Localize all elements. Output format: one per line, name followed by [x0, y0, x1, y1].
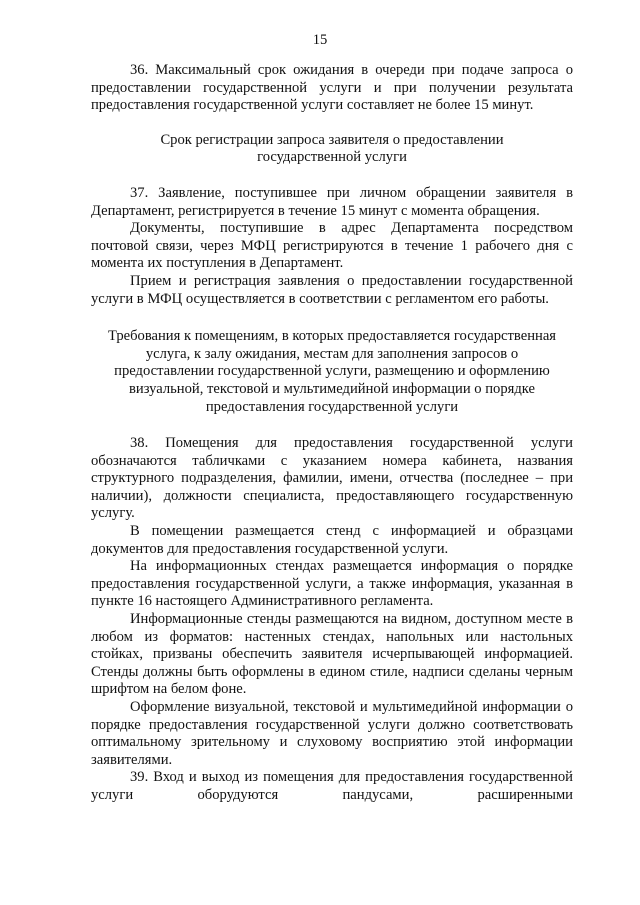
- paragraph-37-mfc: Прием и регистрация заявления о предоставлении государственной услуги в МФЦ осуществляется в соответствии с регламентом его работы.: [91, 272, 573, 307]
- page-content: [91, 62, 573, 805]
- paragraph-38-design: Оформление визуальной, текстовой и мультимедийной информации о порядке предоставления государственной услуги должно соответствовать оптимальному зрительному и слуховому восприятию этой информации заявителями.: [91, 699, 573, 768]
- spacer: [91, 115, 573, 132]
- page-number: 15: [312, 32, 328, 48]
- paragraph-39: 39. Вход и выход из помещения для предоставления государственной услуги оборудуются пандусами, расширенными: [91, 769, 573, 803]
- spacer: [91, 167, 573, 185]
- paragraph-38-stands-placement: Информационные стенды размещаются на видном, доступном месте в любом из форматов: настенных стендах, напольных или настольных стойках, призваны обеспечить заявителя исчерпывающей информацией. Стенды должны быть оформлены в едином стиле, надписи сделаны черным шрифтом на белом фоне.: [91, 611, 573, 698]
- paragraph-38-info-stands: На информационных стендах размещается информация о порядке предоставления государственной услуги, а также информация, указанная в пункте 16 настоящего Административного регламента.: [91, 558, 573, 610]
- heading-registration-term: Срок регистрации запроса заявителя о предоставлении государственной услуги: [160, 131, 504, 166]
- spacer: [91, 416, 573, 435]
- paragraph-38-stand: В помещении размещается стенд с информацией и образцами документов для предоставления государственной услуги.: [91, 523, 573, 557]
- paragraph-37-documents: Документы, поступившие в адрес Департамента посредством почтовой связи, через МФЦ регистрируются в течение 1 рабочего дня с момента их поступления в Департамент.: [91, 220, 573, 272]
- spacer: [91, 308, 573, 328]
- heading-premises-requirements: Требования к помещениям, в которых предоставляется государственная услуга, к залу ожидания, местам для заполнения запросов о предоставлении государственной услуги, размещению и оформлению визуальной, текстовой и мультимедийной информации о порядке предоставления государственной услуги: [107, 328, 557, 415]
- paragraph-37: 37. Заявление, поступившее при личном обращении заявителя в Департамент, регистрируется в течение 15 минут с момента обращения.: [91, 184, 573, 219]
- paragraph-36: 36. Максимальный срок ожидания в очереди при подаче запроса о предоставлении государственной услуги и при получении результата предоставления государственной услуги составляет не более 15 минут.: [91, 62, 573, 114]
- paragraph-38: 38. Помещения для предоставления государственной услуги обозначаются табличками с указанием номера кабинета, названия структурного подразделения, фамилии, имени, отчества (последнее – при наличии), должности специалиста, предоставляющего государственную услугу.: [91, 435, 573, 522]
